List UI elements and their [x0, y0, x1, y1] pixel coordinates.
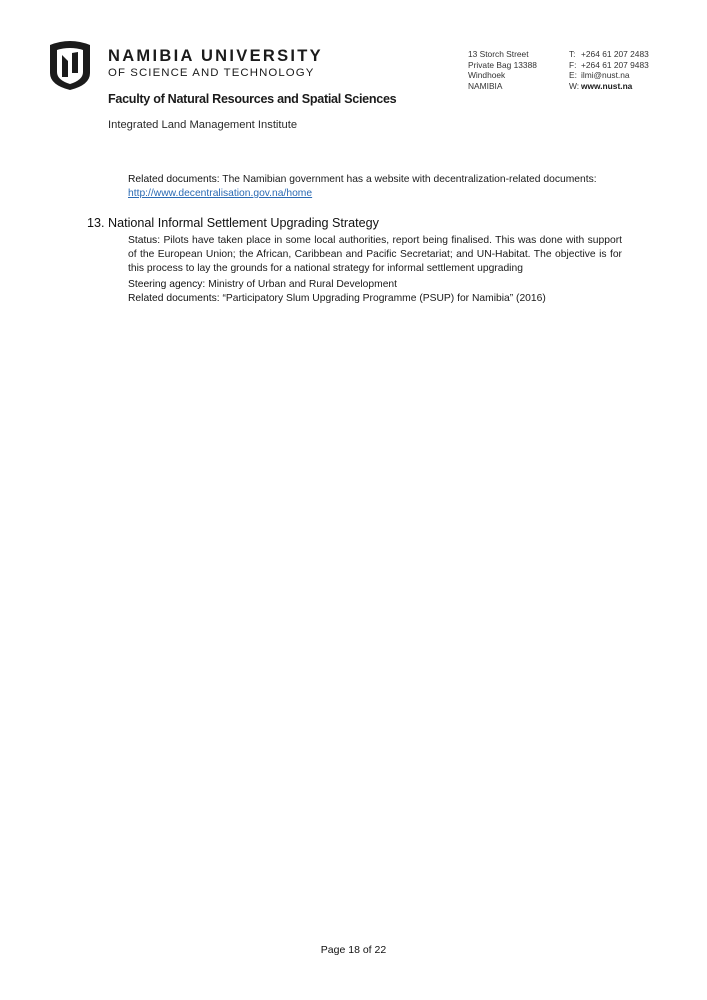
- decentralisation-link[interactable]: http://www.decentralisation.gov.na/home: [128, 188, 313, 199]
- contact-label: E:: [569, 70, 577, 81]
- section-heading: 13. National Informal Settlement Upgrading Strategy: [87, 216, 379, 230]
- page-number: Page 18 of 22: [320, 944, 387, 956]
- nust-logo-icon: [46, 39, 94, 91]
- related-documents-paragraph: [128, 292, 622, 306]
- contact-value: +264 61 207 2483: [581, 49, 649, 59]
- related-documents-text: The Namibian government has a website with decentralization-related documents:: [222, 174, 597, 185]
- university-name-line2: OF SCIENCE AND TECHNOLOGY: [108, 67, 315, 79]
- related-documents-text: “Participatory Slum Upgrading Programme (PSUP) for Namibia” (2016): [222, 293, 546, 304]
- contact-value: +264 61 207 9483: [581, 59, 649, 70]
- address-line: Windhoek: [468, 70, 506, 81]
- status-label: Status:: [128, 235, 161, 246]
- contact-email[interactable]: [569, 70, 649, 81]
- contact-label: T:: [569, 49, 576, 59]
- contact-value[interactable]: www.nust.na: [581, 80, 633, 91]
- institute-name: Integrated Land Management Institute: [108, 119, 298, 131]
- steering-agency-label: Steering agency:: [128, 279, 206, 290]
- university-name-line1: NAMIBIA UNIVERSITY: [108, 47, 323, 65]
- contact-details: [569, 49, 649, 91]
- contact-label: W:: [569, 80, 580, 91]
- contact-phone: [569, 49, 649, 60]
- related-documents-label: Related documents:: [128, 293, 220, 304]
- status-text: Pilots have taken place in some local authorities, report being finalised. This was done with support of the European Union; the African, Caribbean and Pacific Secretariat; and UN-Habitat. The objective is for this process to lay the grounds for a national strategy for informal settlement upgrading: [128, 235, 622, 274]
- postal-address: [468, 49, 537, 91]
- steering-agency-text: Ministry of Urban and Rural Development: [208, 279, 398, 290]
- contact-website[interactable]: [569, 81, 649, 92]
- contact-label: F:: [569, 59, 577, 70]
- faculty-name: Faculty of Natural Resources and Spatial Sciences: [108, 92, 397, 106]
- address-line: 13 Storch Street: [468, 49, 529, 59]
- steering-agency-paragraph: [128, 278, 622, 292]
- contact-fax: [569, 60, 649, 71]
- related-documents-paragraph: [128, 173, 622, 201]
- contact-value[interactable]: ilmi@nust.na: [581, 70, 630, 81]
- address-line: NAMIBIA: [468, 80, 503, 91]
- status-paragraph: [128, 234, 622, 276]
- related-documents-label: Related documents:: [128, 174, 220, 185]
- address-line: Private Bag 13388: [468, 59, 537, 70]
